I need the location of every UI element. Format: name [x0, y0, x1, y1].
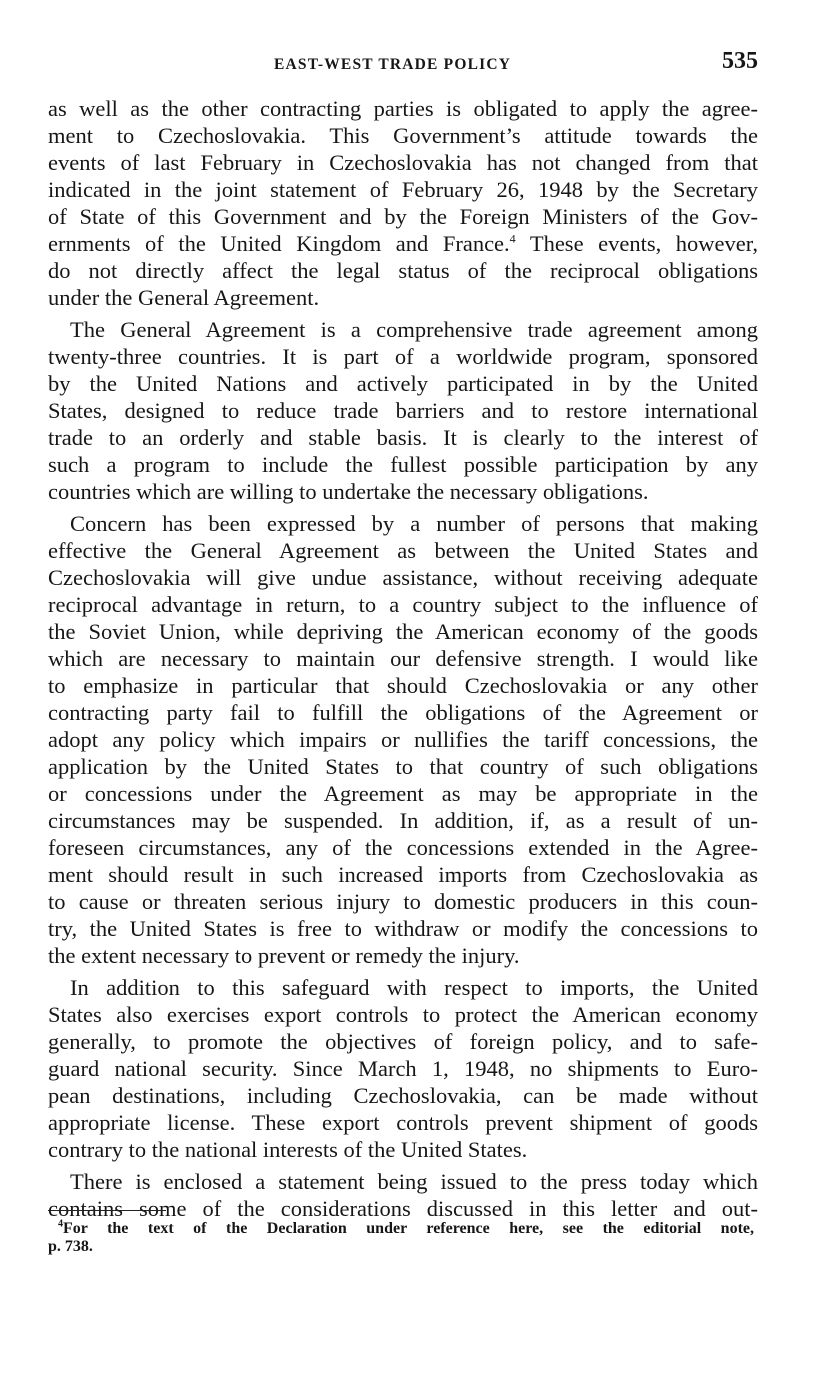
text-line: by the United Nations and actively participated in by the United — [48, 371, 758, 396]
text-line: the Soviet Union, while depriving the American economy of the goods — [48, 619, 758, 644]
text-line: countries which are willing to undertake the necessary obligations. — [48, 479, 649, 504]
text-line: There is enclosed a statement being issued to the press today which — [70, 1169, 758, 1194]
text-line: Czechoslovakia will give undue assistance, without receiving adequate — [48, 565, 758, 590]
text-line: circumstances may be suspended. In addition, if, as a result of un- — [48, 808, 758, 833]
text-line: twenty-three countries. It is part of a worldwide program, sponsored — [48, 344, 758, 369]
text-line: generally, to promote the objectives of foreign policy, and to safe- — [48, 1029, 758, 1054]
text-line-head: ernments of the United Kingdom and France. — [48, 231, 510, 256]
running-title: EAST-WEST TRADE POLICY — [274, 56, 512, 73]
text-line: as well as the other contracting parties is obligated to apply the agree- — [48, 96, 758, 121]
text-line: effective the General Agreement as between the United States and — [48, 538, 758, 563]
text-line: contracting party fail to fulfill the obligations of the Agreement or — [48, 700, 758, 725]
paragraph-4 — [48, 974, 758, 1163]
text-line: try, the United States is free to withdraw or modify the concessions to — [48, 916, 758, 941]
text-line: States, designed to reduce trade barriers and to restore international — [48, 398, 758, 423]
footnote-divider — [48, 1210, 166, 1211]
text-line: to emphasize in particular that should Czechoslovakia or any other — [48, 673, 758, 698]
footnote — [48, 1220, 754, 1256]
running-head — [48, 48, 762, 82]
text-line: Concern has been expressed by a number of persons that making — [70, 511, 758, 536]
text-line: such a program to include the fullest possible participation by any — [48, 452, 758, 477]
text-line: do not directly affect the legal status of the reciprocal obligations — [48, 258, 758, 283]
text-line-tail: These events, however, — [515, 231, 758, 256]
text-line: pean destinations, including Czechoslovakia, can be made without — [48, 1083, 758, 1108]
text-line: under the General Agreement. — [48, 285, 320, 310]
text-line: trade to an orderly and stable basis. It is clearly to the interest of — [48, 425, 758, 450]
text-line: contains some of the considerations discussed in this letter and out- — [48, 1196, 758, 1221]
text-line: In addition to this safeguard with respect to imports, the United — [70, 975, 758, 1000]
text-line: application by the United States to that country of such obligations — [48, 754, 758, 779]
text-line: States also exercises export controls to protect the American economy — [48, 1002, 758, 1027]
text-line: to cause or threaten serious injury to domestic producers in this coun- — [48, 889, 758, 914]
footnote-reference: 4 — [509, 231, 516, 246]
text-line: The General Agreement is a comprehensive trade agreement among — [70, 317, 758, 342]
text-line — [48, 230, 758, 257]
text-line: guard national security. Since March 1, 1948, no shipments to Euro- — [48, 1056, 758, 1081]
paragraph-5 — [48, 1168, 758, 1222]
page-number: 535 — [722, 48, 758, 74]
text-line: or concessions under the Agreement as may be appropriate in the — [48, 781, 758, 806]
body-text — [48, 95, 758, 1222]
footnote-line — [48, 1220, 754, 1238]
footnote-line: p. 738. — [48, 1238, 93, 1255]
text-line: of State of this Government and by the Foreign Ministers of the Gov- — [48, 204, 758, 229]
text-line: indicated in the joint statement of February 26, 1948 by the Secretary — [48, 177, 758, 202]
paragraph-1 — [48, 95, 758, 311]
text-line: appropriate license. These export controls prevent shipment of goods — [48, 1110, 758, 1135]
text-line: contrary to the national interests of the United States. — [48, 1137, 528, 1162]
paragraph-2 — [48, 316, 758, 505]
footnote-text: For the text of the Declaration under reference here, see the editorial note, — [63, 1220, 754, 1237]
text-line: foreseen circumstances, any of the concessions extended in the Agree- — [48, 835, 758, 860]
text-line: ment to Czechoslovakia. This Government’s attitude towards the — [48, 123, 758, 148]
text-line: which are necessary to maintain our defensive strength. I would like — [48, 646, 758, 671]
footnote-mark: 4 — [58, 1218, 63, 1230]
text-line: the extent necessary to prevent or remedy the injury. — [48, 943, 520, 968]
text-line: adopt any policy which impairs or nullifies the tariff concessions, the — [48, 727, 758, 752]
text-line: reciprocal advantage in return, to a country subject to the influence of — [48, 592, 758, 617]
text-line: events of last February in Czechoslovakia has not changed from that — [48, 150, 758, 175]
text-line: ment should result in such increased imports from Czechoslovakia as — [48, 862, 758, 887]
paragraph-3 — [48, 510, 758, 969]
